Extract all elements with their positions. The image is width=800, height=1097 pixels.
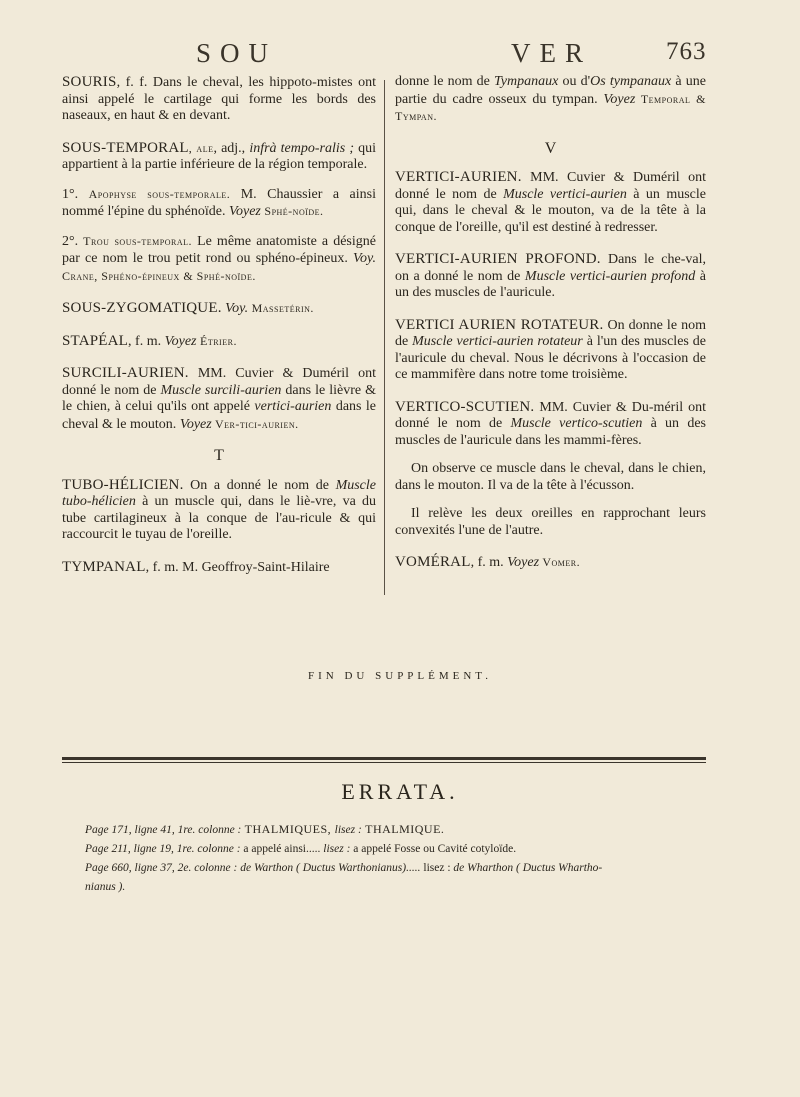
- entry-text: , f. m. M. Geoffroy-Saint-Hilaire: [145, 559, 330, 575]
- headword: SURCILI-AURIEN.: [62, 365, 189, 381]
- entry-latin: Muscle vertico-scutien: [510, 416, 643, 431]
- entry-text: donne le nom de: [395, 74, 495, 89]
- entry-vertici-aurien: [395, 169, 706, 236]
- errata-line: [85, 859, 705, 878]
- headword: SOUS-ZYGOMATIQUE.: [62, 300, 222, 316]
- errata-continuation: nianus ).: [85, 881, 126, 893]
- cross-reference: Étrier.: [196, 333, 237, 348]
- entry-stapeal: [62, 333, 376, 351]
- section-letter-v: V: [544, 139, 557, 157]
- entry-vertici-aurien-rotateur: [395, 317, 706, 384]
- cross-reference: Crane, Sphéno-épineux & Sphé-noïde.: [62, 268, 256, 283]
- voyez-label: Voyez: [164, 333, 197, 349]
- entry-vertici-aurien-profond: [395, 251, 706, 302]
- entry-latin: Muscle vertici-aurien rotateur: [412, 334, 583, 349]
- entry-vertico-scutien: [395, 399, 706, 450]
- headword: VERTICI-AURIEN PROFOND.: [395, 251, 601, 267]
- fin-du-supplement: FIN DU SUPPLÉMENT.: [308, 670, 492, 682]
- entry-latin: Tympanaux: [494, 74, 559, 89]
- section-letter-t: T: [214, 447, 224, 464]
- entry-latin: Os tympanaux: [590, 74, 672, 89]
- errata-location: Page 211, ligne 19, 1re. colonne :: [85, 843, 241, 855]
- entry-text: MM. Cuvier & Duméril ont donné le nom de: [395, 170, 706, 202]
- errata-correct: a appelé Fosse ou Cavité cotyloïde.: [350, 843, 517, 855]
- entry-latin: vertici-aurien: [254, 399, 332, 414]
- subentry-title: Apophyse sous-temporale.: [88, 186, 231, 201]
- entry-text: à un muscle qui, dans le liè-vre, va du tube cartilagineux à la conque de l'au-ricule & qui raccourcit le tuyau de l'oreille.: [62, 494, 376, 542]
- errata-title: ERRATA.: [341, 779, 459, 804]
- paragraph-releve: Il relève les deux oreilles en rapprochant leurs convexités l'une de l'autre.: [395, 506, 706, 538]
- errata-lisez: lisez :: [323, 843, 351, 855]
- cross-reference: Massetérin.: [248, 301, 314, 315]
- errata-location: Page 171, ligne 41, 1re. colonne :: [85, 824, 242, 836]
- cross-reference: Vomer.: [539, 555, 581, 569]
- entry-sous-temporal: [62, 140, 376, 174]
- entry-vomeral: [395, 554, 706, 572]
- errata-wrong: THALMIQUES,: [241, 822, 335, 836]
- voyez-label: Voy.: [353, 251, 376, 266]
- entry-text: M. Chaussier a ainsi nommé l'épine du sphénoïde.: [62, 186, 376, 219]
- entry-text: dans le lièvre & le chien, à celui qu'ils ont appelé: [62, 382, 376, 414]
- entry-text: , f. m.: [470, 555, 508, 570]
- headword: VOMÉRAL: [395, 554, 471, 570]
- errata-location: Page 660, ligne 37, 2e. colonne : de Warthon ( Ductus Warthonianus).....: [85, 862, 421, 874]
- entry-latin: Muscle vertici-aurien profond: [524, 268, 696, 284]
- headword: STAPÉAL: [62, 332, 129, 349]
- entry-tympanal: [62, 559, 376, 577]
- errata-wrong: a appelé ainsi.....: [240, 843, 324, 855]
- column-divider: [384, 80, 385, 595]
- entry-tympanal-continued: [395, 74, 706, 126]
- left-column: [62, 74, 376, 591]
- entry-text: On donne le nom de: [395, 317, 706, 349]
- voyez-label: Voyez: [229, 204, 261, 219]
- right-column: [395, 74, 706, 587]
- errata-line: [85, 840, 705, 859]
- running-head-left: SOU: [196, 38, 278, 68]
- entry-latin: infrà tempo-ralis ;: [249, 140, 354, 156]
- page-number: 763: [666, 38, 707, 65]
- voyez-label: Voy.: [221, 301, 249, 316]
- errata-correct: de Wharthon ( Ductus Whartho-: [453, 862, 603, 874]
- voyez-label: Voyez: [507, 555, 540, 570]
- voyez-label: Voyez: [179, 416, 212, 432]
- entry-text: à un des muscles de l'auricule.: [395, 268, 706, 300]
- headword: TYMPANAL: [62, 558, 146, 575]
- cross-reference: Ver-tici-aurien.: [211, 416, 299, 431]
- entry-latin: Muscle surcili-aurien: [160, 382, 282, 398]
- entry-latin: Muscle tubo-hélicien: [62, 477, 376, 509]
- errata-correct: THALMIQUE.: [361, 822, 445, 836]
- entry-text: , f. m.: [128, 333, 165, 349]
- errata-lisez: lisez :: [420, 862, 454, 874]
- entry-suffix: , ale: [188, 140, 214, 155]
- entry-text: qui appartient à la partie inférieure de la région temporale.: [62, 140, 376, 172]
- entry-text: à l'un des muscles de l'auricule du cheval. Nous le décrivons à l'occasion de ce mammifère dans notre tome troisième.: [395, 334, 706, 382]
- entry-text: , adj.,: [213, 140, 250, 156]
- entry-text: MM. Cuvier & Duméril ont donné le nom de: [62, 366, 376, 398]
- entry-text: ou d': [558, 74, 591, 89]
- headword: VERTICI-AURIEN.: [395, 169, 522, 185]
- headword: VERTICO-SCUTIEN.: [395, 398, 535, 415]
- headword: TUBO-HÉLICIEN.: [62, 476, 184, 493]
- entry-text: , f. f. Dans le cheval, les hippoto-mistes ont ainsi appelé le cartilage qui forme les bords des naseaux, en haut & en devant.: [62, 75, 376, 123]
- errata-line: [85, 820, 705, 840]
- headword: SOURIS: [62, 74, 117, 90]
- entry-text: à une partie du cadre osseux du tympan.: [395, 74, 707, 107]
- subentry-title: Trou sous-temporal.: [83, 233, 193, 248]
- entry-text: à un muscle qui, dans le cheval & le mouton, va de la tête à la conque de l'oreille, qu'il est destiné à redresser.: [395, 186, 706, 235]
- running-head-right: VER: [511, 38, 592, 68]
- separator-thin: [62, 762, 706, 763]
- entry-text: dans le cheval & le mouton.: [62, 399, 377, 432]
- entry-trou: [62, 233, 376, 286]
- entry-tubo-helicien: [62, 477, 376, 544]
- entry-surcili-aurien: [62, 365, 376, 433]
- entry-text: à un des muscles de l'auricule dans les mammi-fères.: [395, 416, 706, 448]
- cross-reference: Temporal & Tympan.: [395, 91, 706, 123]
- item-number: 2°.: [62, 233, 84, 249]
- voyez-label: Voyez: [603, 91, 636, 107]
- errata-lisez: lisez :: [334, 824, 362, 836]
- errata-line: [85, 878, 705, 897]
- entry-sous-zygomatique: [62, 300, 376, 318]
- entry-text: Le même anatomiste a désigné par ce nom le trou petit rond ou sphéno-épineux.: [62, 233, 376, 266]
- entry-apophyse: [62, 186, 376, 221]
- paragraph-observe: On observe ce muscle dans le cheval, dans le chien, dans le mouton. Il va de la tête à l'écusson.: [395, 461, 706, 493]
- cross-reference: Sphé-noïde.: [260, 204, 324, 218]
- item-number: 1°.: [62, 186, 89, 202]
- separator-thick: [62, 757, 706, 760]
- entry-text: MM. Cuvier & Du-méril ont donné le nom de: [395, 399, 706, 431]
- headword: SOUS-TEMPORAL: [62, 139, 189, 156]
- entry-text: Dans le che-val, on a donné le nom de: [395, 252, 706, 284]
- entry-souris: [62, 74, 376, 125]
- entry-latin: Muscle vertici-aurien: [503, 186, 627, 202]
- headword: VERTICI AURIEN ROTATEUR.: [395, 316, 604, 333]
- entry-text: On a donné le nom de: [183, 477, 336, 493]
- errata-list: [85, 820, 705, 897]
